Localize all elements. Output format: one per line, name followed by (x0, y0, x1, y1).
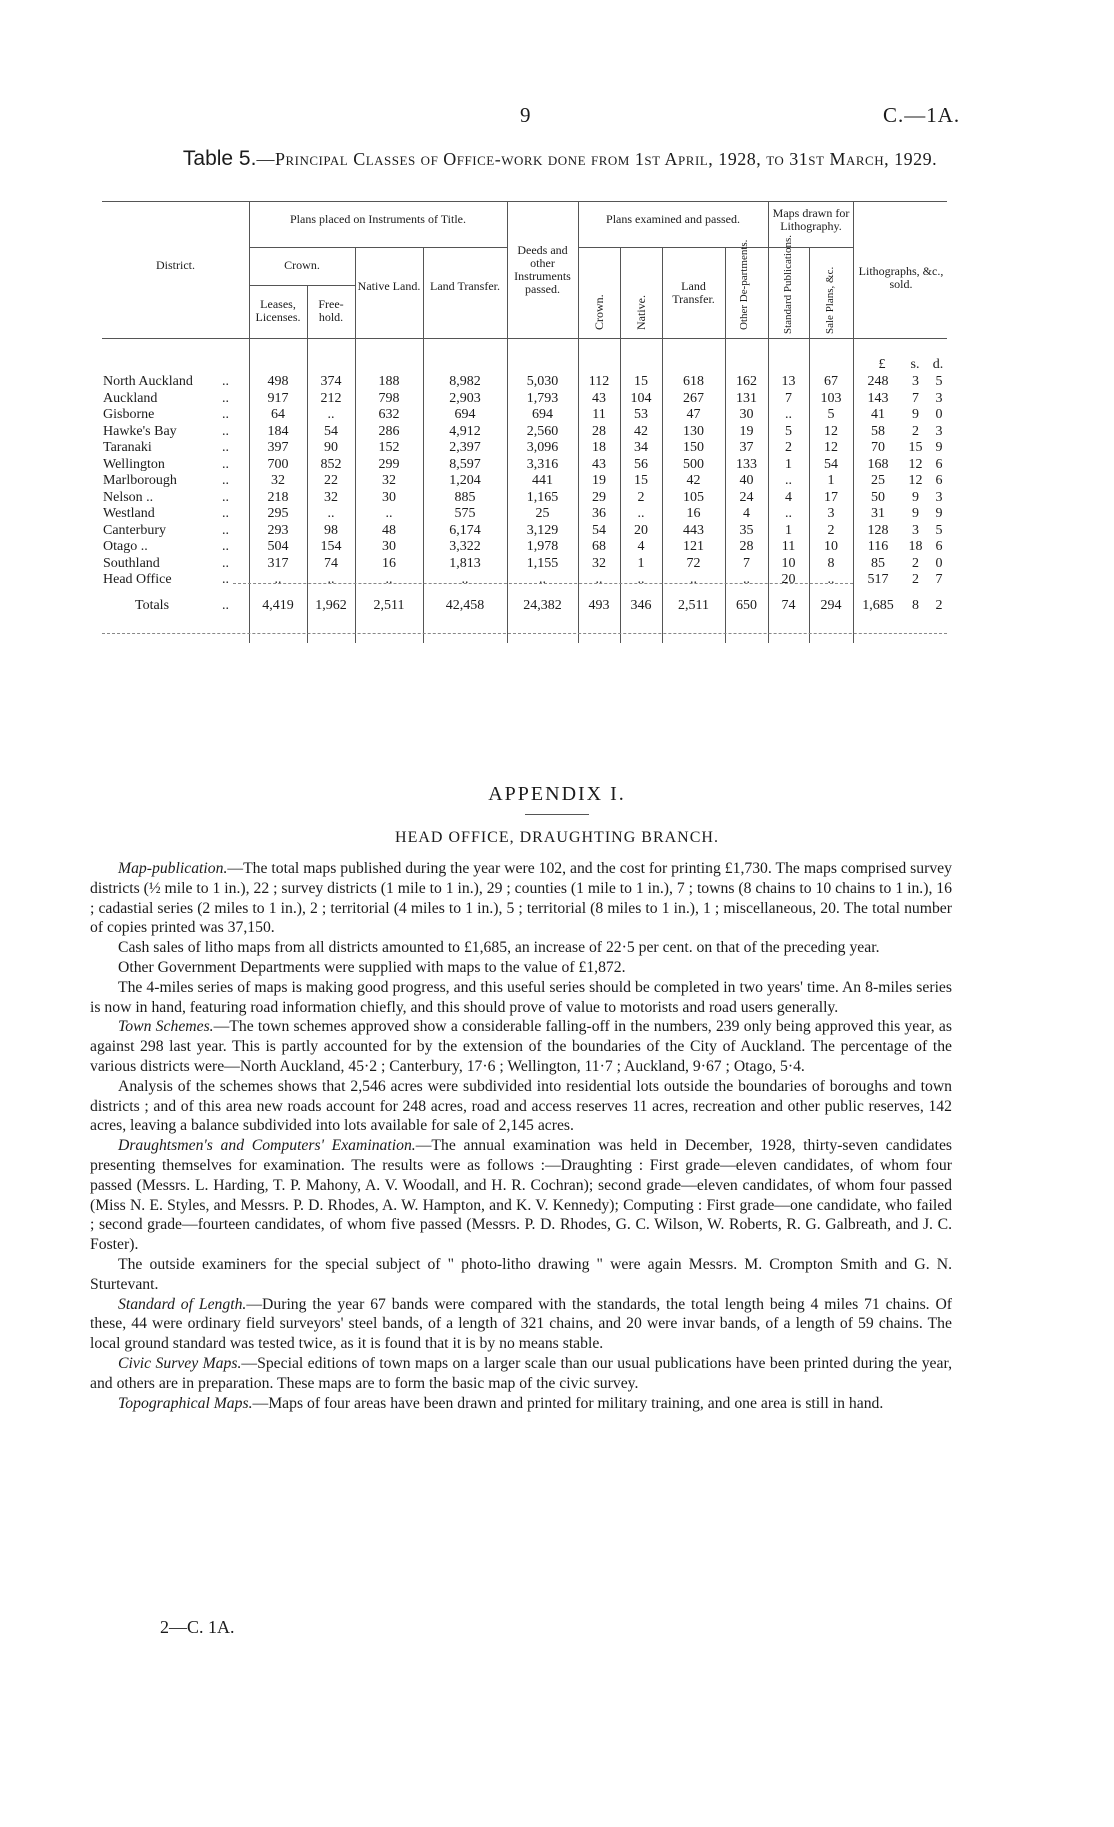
table-cell: 2 (637, 489, 645, 505)
table-cell: 2 (912, 423, 919, 439)
table-cell: 397 (267, 440, 289, 455)
table-cell: 7 (912, 390, 919, 406)
table-cell: .. (327, 506, 335, 521)
table-cell: 25 (871, 473, 885, 488)
leader-dots: .. (222, 374, 229, 389)
header-ex-native: Native. (634, 295, 648, 330)
table-cell: 150 (683, 440, 704, 455)
appendix-title: APPENDIX I. (488, 783, 626, 805)
table-cell: 42 (686, 473, 701, 488)
table-cell: 133 (736, 456, 757, 472)
appendix-paragraph (90, 1136, 952, 1255)
table-cell: 50 (871, 489, 885, 505)
table-cell: 37 (739, 440, 754, 455)
header-maps-drawn: Maps drawn for Lithography. (772, 206, 850, 233)
table-cell: 4 (743, 506, 750, 521)
table-cell: 29 (592, 489, 606, 505)
unit-shillings: s. (910, 357, 920, 372)
table-cell: 103 (820, 390, 842, 406)
table-cell: 131 (736, 390, 757, 406)
district-name: Auckland (103, 390, 158, 406)
district-name: Wellington (103, 456, 165, 472)
table-cell: 12 (908, 456, 923, 472)
table-cell: 32 (324, 489, 338, 505)
leader-dots: .. (222, 489, 229, 505)
paragraph-heading: Standard of Length. (118, 1295, 247, 1313)
appendix-paragraph (90, 938, 952, 958)
table-cell: 2,560 (526, 423, 559, 439)
table-cell: 2 (785, 440, 792, 455)
table-cell: 32 (592, 555, 606, 571)
table-cell: .. (690, 572, 697, 587)
table-cell: 293 (267, 522, 289, 538)
table-cell: 25 (535, 506, 550, 521)
leader-dots: .. (222, 506, 229, 521)
table-cell: 4 (637, 539, 645, 554)
table-top-rule (102, 201, 947, 202)
table-cell: 72 (686, 555, 701, 571)
table-cell: 20 (781, 572, 796, 587)
appendix-paragraph (90, 978, 952, 1018)
district-name: Marlborough (103, 473, 177, 488)
table-cell: 3 (935, 489, 943, 505)
table-cell: 15 (634, 374, 648, 389)
table-cell: 43 (592, 456, 606, 472)
header-lithographs: Lithographs, &c., sold. (858, 264, 944, 291)
table-cell: 500 (683, 456, 704, 472)
table-cell: 632 (378, 407, 400, 422)
table-cell: 1,978 (526, 539, 559, 554)
table-cell: 74 (324, 555, 338, 571)
table-cell: 295 (267, 506, 289, 521)
table-cell: 1,165 (526, 489, 559, 505)
table-cell: .. (539, 572, 546, 587)
table-cell: 286 (378, 423, 400, 439)
table-cell: 9 (935, 440, 943, 455)
totals-cell: 8 (912, 598, 919, 613)
table-cell: 0 (935, 555, 943, 571)
table-cell: .. (385, 506, 393, 521)
unit-pounds: £ (878, 357, 886, 372)
paragraph-text: —The annual examination was held in December, 1928, thirty-seven candidates presenting themselves for examination. The results were as follows :—Draughting : First grade—eleven candidates, of whom four passed (Messrs. L. Harding, T. P. Mahony, A. V. Woodall, and H. R. Cochran); second grade—eleven candidates, of whom four passed (Miss N. E. Styles, and Messrs. P. D. Rhodes, A. W. Hampton, and K. V. Kennedy); Computing : First grade—one candidate, who failed ; second grade—fourteen candidates, of whom five passed (Messrs. P. D. Rhodes, G. C. Wilson, W. Roberts, R. G. Galbreath, and J. C. Foster). (90, 1137, 953, 1254)
table-cell: 70 (871, 440, 885, 455)
table-cell: 188 (378, 374, 400, 389)
table-cell: 32 (382, 473, 396, 488)
table-cell: 12 (908, 473, 923, 488)
paragraph-heading: Map-publication. (118, 860, 228, 877)
paragraph-text: The outside examiners for the special subject of " photo-litho drawing " were again Messrs. M. Crompton Smith and G. N. Sturtevant. (90, 1255, 952, 1293)
table-cell: .. (327, 407, 335, 422)
table-cell: 162 (736, 374, 757, 389)
table-cell: 31 (871, 506, 885, 521)
table-cell: 852 (320, 456, 342, 472)
table-cell: 54 (824, 456, 838, 472)
table-cell: 112 (588, 374, 610, 389)
table-cell: 7 (785, 390, 792, 406)
table-title (150, 148, 970, 170)
maps-drawn-rule (768, 247, 853, 248)
totals-cell: 74 (781, 598, 796, 613)
table-cell: 694 (454, 407, 476, 422)
header-plans-placed: Plans placed on Instruments of Title. (290, 212, 466, 226)
table-cell: 1 (637, 555, 645, 571)
table-cell: 53 (634, 407, 648, 422)
table-cell: 20 (634, 522, 648, 538)
table-cell: 5 (935, 522, 943, 538)
table-cell: 48 (382, 522, 396, 538)
table-cell: 90 (324, 440, 338, 455)
table-cell: 4,912 (449, 423, 481, 439)
document-reference: C.—1A. (883, 103, 961, 127)
table-cell: 40 (739, 473, 754, 488)
table-cell: 121 (683, 539, 704, 554)
table-cell: .. (827, 572, 835, 587)
table-cell: 3,316 (526, 456, 559, 472)
totals-cell: 294 (820, 598, 842, 613)
table-cell: 700 (267, 456, 289, 472)
crown-rule (249, 285, 355, 286)
table-cell: 15 (634, 473, 648, 488)
header-leases: Leases, Licenses. (255, 297, 301, 324)
paragraph-heading: Draughtsmen's and Computers' Examination. (118, 1137, 416, 1155)
table-cell: 248 (867, 374, 889, 389)
table-cell: 0 (935, 407, 943, 422)
appendix-rule (525, 814, 589, 815)
table-cell: 8 (827, 555, 835, 571)
leader-dots: .. (222, 440, 229, 455)
footer-reference: 2—C. 1A. (160, 1617, 235, 1637)
table-caption: —Principal Classes of Office-work done from 1st April, 1928, to 31st March, 1929. (256, 149, 938, 169)
table-cell: 11 (781, 539, 796, 554)
table-cell: 24 (739, 489, 754, 505)
appendix-paragraph (90, 958, 952, 978)
table-cell: 3,096 (526, 440, 559, 455)
table-cell: 47 (686, 407, 701, 422)
table-cell: .. (595, 572, 603, 587)
table-cell: 299 (378, 456, 400, 472)
table-cell: 3 (827, 506, 835, 521)
table-cell: 30 (382, 489, 396, 505)
table-cell: 4 (785, 489, 792, 505)
header-freehold: Free-hold. (318, 297, 344, 324)
totals-cell: 4,419 (262, 598, 294, 613)
paragraph-text: —The town schemes approved show a considerable falling-off in the numbers, 239 only being approved this year, as against 298 last year. This is partly accounted for by the extension of the boundaries of the City of Auckland. The percentage of the various districts were—North Auckland, 45·2 ; Canterbury, 17·6 ; Wellington, 11·7 ; Auckland, 9·67 ; Otago, 5·4. (90, 1018, 953, 1075)
district-name: North Auckland (103, 374, 193, 389)
header-crown: Crown. (284, 258, 320, 272)
table-cell: 575 (454, 506, 476, 521)
table-cell: 16 (382, 555, 396, 571)
paragraph-heading: Topographical Maps. (118, 1394, 253, 1412)
table-cell: 6,174 (449, 522, 481, 538)
totals-cell: 42,458 (445, 598, 485, 613)
table-cell: .. (385, 572, 393, 587)
totals-cell: 346 (630, 598, 652, 613)
table-cell: 58 (871, 423, 885, 439)
table-cell: 10 (824, 539, 838, 554)
paragraph-text: The 4-miles series of maps is making good progress, and this useful series should be completed in two years' time. An 8-miles series is now in hand, featuring road information chiefly, and this should prove of value to motorists and road users generally. (90, 978, 952, 1016)
table-cell: 1,155 (526, 555, 559, 571)
table-cell: 9 (912, 489, 919, 505)
table-cell: 1,204 (449, 473, 481, 488)
totals-cell: 650 (736, 598, 757, 613)
table-cell: 32 (271, 473, 285, 488)
table-cell: 105 (683, 489, 704, 505)
header-deeds: Deeds and other Instruments passed. (514, 243, 571, 296)
table-cell: 2 (912, 555, 919, 571)
table-cell: 3 (935, 390, 943, 406)
district-name: Gisborne (103, 407, 155, 422)
table-cell: 56 (634, 456, 648, 472)
totals-label: Totals (135, 598, 170, 613)
page-number: 9 (520, 103, 531, 127)
table-cell: 9 (912, 407, 919, 422)
header-ex-land-transfer: Land Transfer. (672, 279, 715, 306)
table-cell: 218 (267, 489, 289, 505)
paragraph-text: —Maps of four areas have been drawn and printed for military training, and one area is still in hand. (252, 1394, 884, 1412)
table-cell: 9 (912, 506, 919, 521)
table-cell: 2,397 (449, 440, 481, 455)
table-cell: 1 (827, 473, 835, 488)
table-cell: .. (637, 572, 645, 587)
table-cell: 1 (785, 522, 792, 538)
table-cell: 30 (382, 539, 396, 554)
paragraph-heading: Civic Survey Maps. (118, 1354, 242, 1372)
table-cell: 3,322 (449, 539, 481, 554)
header-district: District. (156, 258, 195, 272)
table-cell: 143 (867, 390, 889, 406)
table-cell: 2 (912, 572, 919, 587)
table-cell: 6 (935, 473, 943, 488)
table-cell: 6 (935, 539, 943, 554)
table-cell: 18 (908, 539, 923, 554)
table-cell: 30 (739, 407, 754, 422)
table-cell: 168 (867, 456, 889, 472)
table-cell: 504 (267, 539, 289, 554)
totals-cell: 1,685 (862, 598, 894, 613)
table-cell: 12 (824, 440, 838, 455)
table-cell: 42 (634, 423, 648, 439)
paragraph-text: Other Government Departments were supplied with maps to the value of £1,872. (118, 958, 626, 976)
table-cell: 2,903 (449, 390, 481, 406)
table-cell: 17 (824, 489, 838, 505)
leader-dots: .. (222, 407, 229, 422)
section-title: HEAD OFFICE, DRAUGHTING BRANCH. (395, 829, 719, 846)
table-cell: 10 (781, 555, 796, 571)
table-cell: 104 (630, 390, 652, 406)
district-name: Nelson .. (103, 489, 154, 505)
header-ex-crown: Crown. (592, 294, 606, 330)
leader-dots: .. (222, 522, 229, 538)
table-cell: 19 (592, 473, 606, 488)
table-cell: 16 (686, 506, 701, 521)
table-cell: 98 (324, 522, 338, 538)
leader-dots: .. (222, 390, 229, 406)
appendix-paragraph (90, 1077, 952, 1136)
table-cell: 441 (532, 473, 553, 488)
appendix-paragraph (90, 1354, 952, 1394)
table-cell: 3,129 (526, 522, 559, 538)
table-cell: 917 (267, 390, 289, 406)
paragraph-heading: Town Schemes. (118, 1018, 214, 1036)
table-cell: 184 (267, 423, 289, 439)
table-cell: .. (327, 572, 335, 587)
table-cell: 498 (267, 374, 289, 389)
table-cell: 28 (592, 423, 606, 439)
district-name: Hawke's Bay (103, 423, 177, 439)
table-cell: 43 (592, 390, 606, 406)
table-cell: .. (785, 473, 792, 488)
table-cell: .. (637, 506, 645, 521)
table-cell: 154 (320, 539, 342, 554)
table-cell: 9 (935, 506, 943, 521)
table-cell: 1,793 (526, 390, 559, 406)
table-cell: 3 (912, 522, 919, 538)
table-cell: 2 (827, 522, 835, 538)
leader-dots: .. (222, 572, 229, 587)
district-name: Westland (103, 506, 155, 521)
table-cell: .. (274, 572, 282, 587)
district-name: Head Office (103, 572, 172, 587)
header-native-land: Native Land. (357, 279, 421, 293)
table-cell: 68 (592, 539, 606, 554)
header-bottom-rule (102, 338, 947, 339)
paragraph-text: Analysis of the schemes shows that 2,546 acres were subdivided into residential lots outside the boundaries of boroughs and town districts ; and of this area new roads account for 248 acres, road and access reserves 11 acres, recreation and other public reserves, 142 acres, leaving a balance subdivided into lots available for sale of 2,145 acres. (90, 1077, 952, 1135)
appendix-paragraph (90, 859, 952, 938)
table-cell: 35 (739, 522, 754, 538)
district-name: Taranaki (103, 440, 152, 455)
table-cell: 116 (867, 539, 889, 554)
totals-cell: 2,511 (678, 598, 709, 613)
table-cell: 128 (867, 522, 889, 538)
plans-placed-rule (249, 247, 507, 248)
table-cell: 12 (824, 423, 838, 439)
leader-dots: .. (222, 539, 229, 554)
table-cell: 41 (871, 407, 885, 422)
leader-dots: .. (222, 456, 229, 472)
totals-cell: 2 (935, 598, 943, 613)
table-cell: 694 (532, 407, 553, 422)
table-cell: .. (785, 407, 792, 422)
totals-cell: 1,962 (315, 598, 347, 613)
totals-cell: 493 (588, 598, 610, 613)
leader-dots: .. (222, 555, 229, 571)
table-cell: 34 (634, 440, 648, 455)
table-cell: 1 (785, 456, 792, 472)
header-land-transfer: Land Transfer. (430, 279, 500, 293)
table-bottom-rule (102, 633, 947, 634)
table-cell: 54 (592, 522, 606, 538)
table-cell: 618 (683, 374, 704, 389)
header-plans-examined: Plans examined and passed. (606, 212, 740, 226)
table-cell: 885 (454, 489, 476, 505)
district-name: Canterbury (103, 522, 166, 538)
table-cell: 54 (324, 423, 338, 439)
leader-dots: .. (222, 423, 229, 439)
table-cell: 36 (592, 506, 606, 521)
leader-dots: .. (222, 598, 229, 613)
table-cell: .. (461, 572, 469, 587)
table-cell: 798 (378, 390, 400, 406)
table-cell: 267 (683, 390, 704, 406)
appendix-body (90, 859, 952, 1413)
table-cell: 13 (781, 374, 796, 389)
table-cell: 5 (827, 407, 835, 422)
paragraph-text: —Special editions of town maps on a larger scale than our usual publications have been printed during the year, and others are in preparation. These maps are to form the basic map of the civic survey. (90, 1354, 952, 1392)
table-cell: 22 (324, 473, 338, 488)
table-cell: 5,030 (526, 374, 559, 389)
district-name: Otago .. (103, 539, 148, 554)
table-cell: 1,813 (449, 555, 481, 571)
table-cell: 6 (935, 456, 943, 472)
table-cell: 64 (271, 407, 285, 422)
table-cell: 28 (739, 539, 754, 554)
table-cell: 130 (683, 423, 704, 439)
table-cell: 18 (592, 440, 606, 455)
table-label: Table 5. (182, 147, 257, 170)
appendix-paragraph (90, 1394, 952, 1414)
table-cell: 374 (320, 374, 342, 389)
paragraph-text: —The total maps published during the year were 102, and the cost for printing £1,730. The maps comprised survey districts (½ mile to 1 in.), 22 ; survey districts (1 mile to 1 in.), 29 ; counties (1 mile to 1 in.), 7 ; towns (8 chains to 10 chains to 1 in.), 16 ; cadastial series (2 miles to 1 in.), 2 ; territorial (4 miles to 1 in.), 5 ; territorial (8 miles to 1 in.), 1 ; miscellaneous, 20. The total number of copies printed was 37,150. (90, 860, 952, 937)
table-cell: 152 (378, 440, 400, 455)
table-cell: 3 (912, 374, 919, 389)
table-cell: 15 (908, 440, 923, 455)
table-cell: 11 (592, 407, 606, 422)
header-standard-publications: Standard Publications. (782, 235, 794, 334)
header-ex-other: Other De-partments. (738, 239, 750, 330)
table-cell: 7 (935, 572, 943, 587)
totals-cell: 2,511 (373, 598, 405, 613)
leader-dots: .. (222, 473, 229, 488)
appendix-paragraph (90, 1255, 952, 1295)
table-cell: 212 (320, 390, 342, 406)
table-cell: 85 (871, 555, 885, 571)
table-cell: 517 (867, 572, 889, 587)
table-cell: 7 (743, 555, 750, 571)
table-cell: 3 (935, 423, 943, 439)
table-cell: 8,597 (449, 456, 481, 472)
table-cell: 5 (785, 423, 792, 439)
appendix-paragraph (90, 1295, 952, 1354)
table-cell: 19 (739, 423, 754, 439)
totals-cell: 24,382 (523, 598, 562, 613)
table-cell: .. (785, 506, 792, 521)
paragraph-text: —During the year 67 bands were compared with the standards, the total length being 4 miles 71 chains. Of these, 44 were ordinary field surveyors' steel bands, of a length of 321 chains, and 20 were invar bands, of a length of 59 chains. The local ground standard was tested twice, as it is found that it is by no means stable. (90, 1295, 952, 1353)
table-cell: 5 (935, 374, 943, 389)
district-name: Southland (103, 555, 160, 571)
table-cell: 67 (824, 374, 838, 389)
unit-pence: d. (932, 357, 944, 372)
table-cell: 317 (267, 555, 289, 571)
table-cell: 443 (683, 522, 704, 538)
header-sale-plans: Sale Plans, &c. (824, 266, 836, 334)
table-cell: .. (743, 572, 750, 587)
table-cell: 8,982 (449, 374, 481, 389)
appendix-paragraph (90, 1017, 952, 1076)
paragraph-text: Cash sales of litho maps from all districts amounted to £1,685, an increase of 22·5 per cent. on that of the preceding year. (118, 939, 880, 957)
